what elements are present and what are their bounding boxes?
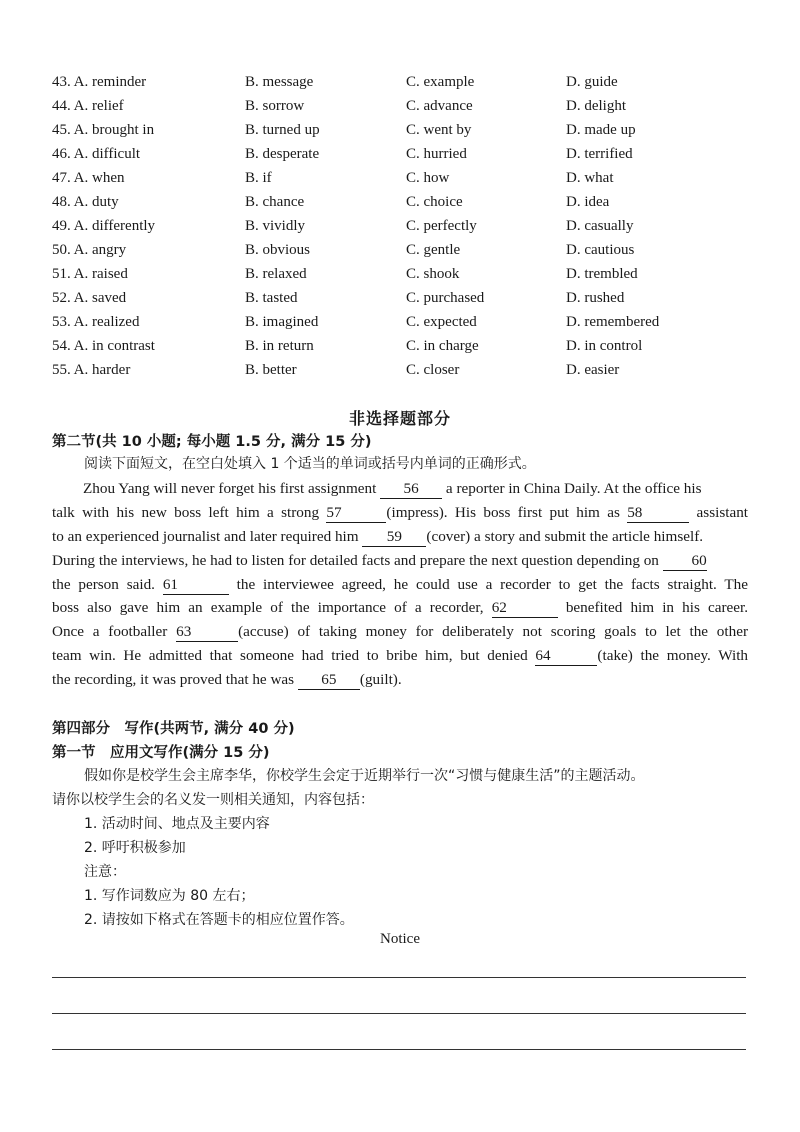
option-a[interactable]: 48. A. duty (52, 194, 119, 210)
choice-row (52, 94, 752, 118)
cloze-passage (52, 477, 748, 692)
choice-row (52, 214, 752, 238)
blank-57[interactable]: 57 (326, 504, 386, 523)
option-b[interactable]: B. obvious (245, 242, 311, 258)
option-a[interactable]: 53. A. realized (52, 314, 140, 330)
part2-heading: 第二节(共 10 小题; 每小题 1.5 分, 满分 15 分) (52, 434, 372, 450)
passage-text: to an experienced journalist and later required him (52, 527, 359, 545)
option-b[interactable]: B. tasted (245, 290, 298, 306)
passage-text: (take) the money. With (597, 647, 748, 665)
choice-row (52, 310, 752, 334)
option-c[interactable]: C. expected (406, 314, 477, 330)
option-b[interactable]: B. desperate (245, 146, 320, 162)
option-b[interactable]: B. message (245, 74, 314, 90)
choice-row (52, 190, 752, 214)
writing-line[interactable] (52, 1049, 746, 1050)
passage-text: the interviewee agreed, he could use a recorder to get the facts straight. The (236, 575, 748, 593)
passage-text: the recording, it was proved that he was (52, 671, 295, 689)
writing-line[interactable] (52, 1013, 746, 1014)
note-item-1: 1. 写作词数应为 80 左右； (84, 888, 255, 904)
option-c[interactable]: C. went by (406, 122, 472, 138)
choice-row (52, 118, 752, 142)
passage-line (52, 644, 748, 668)
passage-text: talk with his new boss left him a strong (52, 503, 320, 521)
option-b[interactable]: B. if (245, 170, 272, 186)
blank-65[interactable]: 65 (298, 671, 360, 690)
option-b[interactable]: B. vividly (245, 218, 306, 234)
passage-text: assistant (696, 503, 748, 521)
option-d[interactable]: D. terrified (566, 146, 633, 162)
option-a[interactable]: 47. A. when (52, 170, 125, 186)
option-d[interactable]: D. remembered (566, 314, 660, 330)
option-d[interactable]: D. easier (566, 362, 620, 378)
option-a[interactable]: 46. A. difficult (52, 146, 141, 162)
option-d[interactable]: D. guide (566, 74, 618, 90)
option-c[interactable]: C. gentle (406, 242, 461, 258)
choice-list (52, 70, 752, 382)
option-b[interactable]: B. sorrow (245, 98, 305, 114)
option-d[interactable]: D. trembled (566, 266, 638, 282)
option-c[interactable]: C. in charge (406, 338, 479, 354)
option-c[interactable]: C. purchased (406, 290, 485, 306)
writing-line[interactable] (52, 977, 746, 978)
passage-line (52, 573, 748, 597)
option-a[interactable]: 44. A. relief (52, 98, 124, 114)
writing-prompt-line2: 请你以校学生会的名义发一则相关通知，内容包括： (52, 792, 374, 808)
section-title: 非选择题部分 (348, 409, 451, 428)
option-a[interactable]: 51. A. raised (52, 266, 128, 282)
choice-row (52, 286, 752, 310)
passage-text: Zhou Yang will never forget his first assignment (83, 480, 377, 497)
choice-row (52, 238, 752, 262)
option-b[interactable]: B. turned up (245, 122, 320, 138)
option-c[interactable]: C. choice (406, 194, 463, 210)
option-c[interactable]: C. example (406, 74, 475, 90)
option-c[interactable]: C. closer (406, 362, 460, 378)
blank-60[interactable]: 60 (663, 552, 707, 571)
content-item-2: 2. 呼吁积极参加 (84, 840, 186, 856)
part2-instruction: 阅读下面短文，在空白处填入 1 个适当的单词或括号内单词的正确形式。 (84, 456, 536, 472)
passage-text: benefited him in his career. (565, 599, 748, 617)
option-b[interactable]: B. chance (245, 194, 305, 210)
option-a[interactable]: 52. A. saved (52, 290, 127, 306)
passage-line (52, 596, 748, 620)
passage-text: (impress). His boss first put him as (386, 503, 620, 521)
part4-heading: 第四部分 写作(共两节, 满分 40 分) (52, 721, 295, 737)
choice-row (52, 166, 752, 190)
choice-row (52, 70, 752, 94)
passage-line (52, 549, 748, 573)
passage-text: (cover) a story and submit the article himself. (426, 527, 704, 545)
note-label: 注意： (84, 864, 126, 880)
option-b[interactable]: B. imagined (245, 314, 319, 330)
option-d[interactable]: D. cautious (566, 242, 635, 258)
blank-61[interactable]: 61 (163, 576, 229, 595)
option-d[interactable]: D. idea (566, 194, 610, 210)
option-c[interactable]: C. perfectly (406, 218, 477, 234)
option-c[interactable]: C. advance (406, 98, 473, 114)
passage-text: a reporter in China Daily. At the office his (445, 480, 702, 497)
choice-row (52, 142, 752, 166)
notice-title: Notice (380, 931, 420, 947)
passage-text: Once a footballer (52, 623, 168, 641)
option-d[interactable]: D. rushed (566, 290, 625, 306)
content-item-1: 1. 活动时间、地点及主要内容 (84, 816, 270, 832)
option-a[interactable]: 54. A. in contrast (52, 338, 155, 354)
note-item-2: 2. 请按如下格式在答题卡的相应位置作答。 (84, 912, 354, 928)
passage-text: (guilt). (359, 671, 402, 689)
choice-row (52, 358, 752, 382)
option-d[interactable]: D. delight (566, 98, 626, 114)
option-a[interactable]: 43. A. reminder (52, 74, 147, 90)
option-d[interactable]: D. what (566, 170, 614, 186)
option-d[interactable]: D. in control (566, 338, 643, 354)
passage-line (52, 501, 748, 525)
blank-63[interactable]: 63 (176, 623, 238, 642)
option-a[interactable]: 49. A. differently (52, 218, 156, 234)
option-b[interactable]: B. in return (245, 338, 314, 354)
option-d[interactable]: D. casually (566, 218, 634, 234)
option-c[interactable]: C. how (406, 170, 450, 186)
blank-64[interactable]: 64 (535, 647, 597, 666)
choice-row (52, 334, 752, 358)
option-c[interactable]: C. hurried (406, 146, 467, 162)
passage-text: During the interviews, he had to listen for detailed facts and prepare the next question depending on (52, 551, 659, 569)
choice-row (52, 262, 752, 286)
option-b[interactable]: B. better (245, 362, 297, 378)
passage-line (52, 525, 748, 549)
passage-text: team win. He admitted that someone had tried to bribe him, but denied (52, 647, 528, 665)
passage-line (52, 477, 748, 501)
blank-59[interactable]: 59 (362, 528, 426, 547)
option-a[interactable]: 50. A. angry (52, 242, 127, 258)
option-a[interactable]: 45. A. brought in (52, 122, 155, 138)
passage-text: (accuse) of taking money for deliberately not scoring goals to let the other (238, 623, 748, 641)
passage-line (52, 668, 748, 692)
passage-text: boss also gave him an example of the importance of a recorder, (52, 599, 484, 617)
blank-58[interactable]: 58 (627, 504, 689, 523)
writing-prompt-line1: 假如你是校学生会主席李华，你校学生会定于近期举行一次“习惯与健康生活”的主题活动。 (84, 768, 645, 784)
option-a[interactable]: 55. A. harder (52, 362, 131, 378)
option-b[interactable]: B. relaxed (245, 266, 307, 282)
option-d[interactable]: D. made up (566, 122, 636, 138)
blank-62[interactable]: 62 (492, 599, 558, 618)
part4-section1-heading: 第一节 应用文写作(满分 15 分) (52, 745, 270, 761)
blank-56[interactable]: 56 (380, 480, 442, 499)
passage-line (52, 620, 748, 644)
passage-text: the person said. (52, 575, 155, 593)
option-c[interactable]: C. shook (406, 266, 460, 282)
